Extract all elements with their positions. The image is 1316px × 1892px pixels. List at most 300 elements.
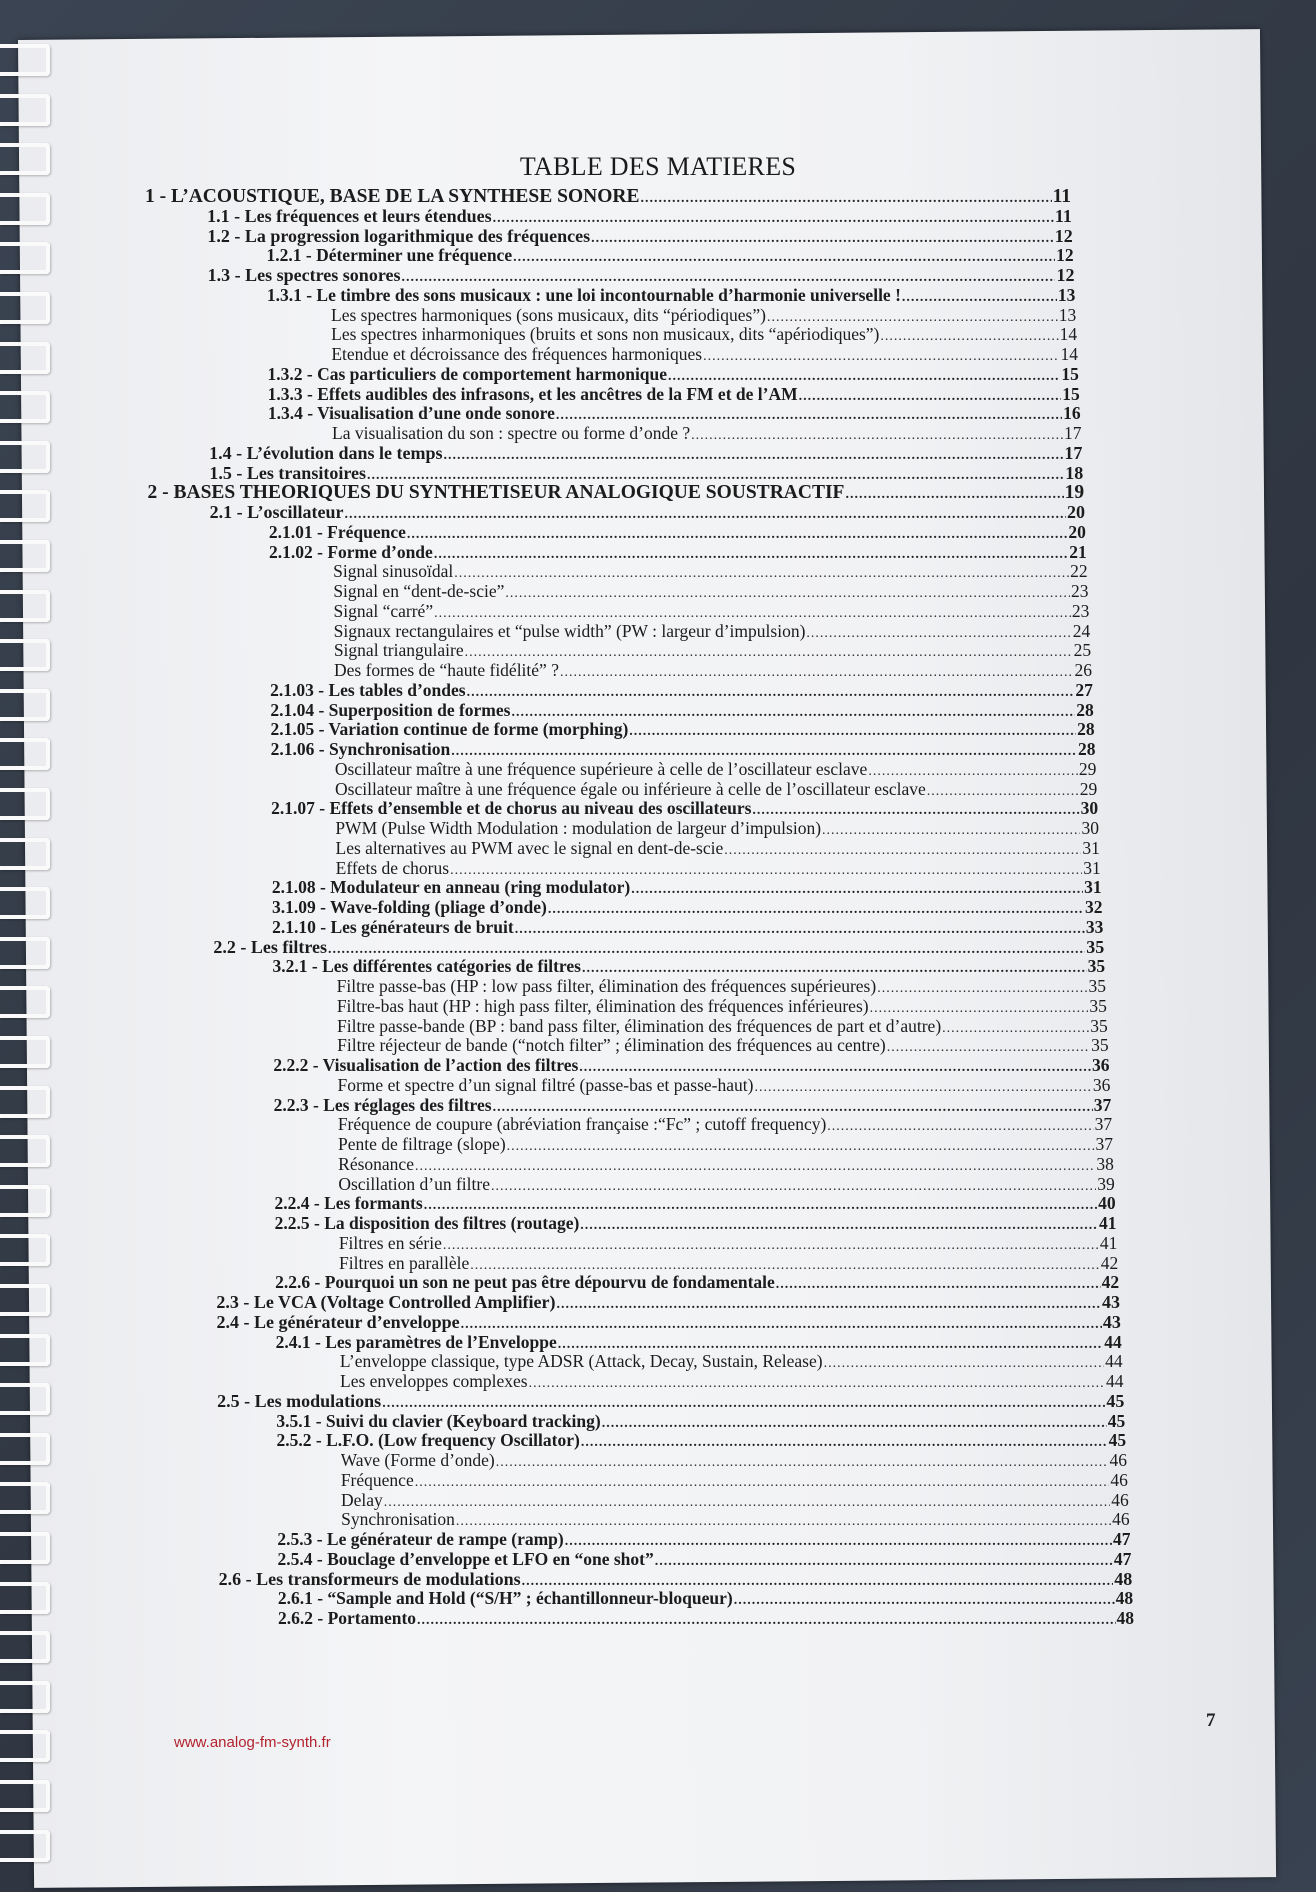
toc-leader-dots <box>424 1198 1097 1214</box>
binding-ring <box>0 1780 50 1812</box>
toc-entry[interactable] <box>338 1154 1114 1175</box>
toc-leader-dots <box>415 1475 1110 1491</box>
toc-entry[interactable] <box>276 1332 1122 1353</box>
toc-entry-page: 35 <box>1089 995 1107 1016</box>
toc-entry-title: Les alternatives au PWM avec le signal en dent-de-scie <box>335 837 724 858</box>
toc-entry-page: 46 <box>1111 1489 1129 1510</box>
toc-leader-dots <box>407 527 1067 543</box>
binding-ring <box>0 1730 50 1762</box>
toc-entry-title: Effets de chorus <box>335 857 450 878</box>
toc-entry[interactable] <box>208 265 1075 286</box>
toc-entry[interactable] <box>271 719 1095 740</box>
toc-leader-dots <box>451 744 1077 760</box>
toc-entry-page: 14 <box>1059 324 1078 345</box>
toc-entry-title: Les spectres harmoniques (sons musicaux, dits “périodiques”) <box>331 304 766 325</box>
toc-entry[interactable] <box>217 1312 1121 1333</box>
toc-entry-page: 35 <box>1086 936 1105 957</box>
toc-leader-dots <box>496 1455 1109 1471</box>
toc-entry-page: 46 <box>1109 1450 1127 1470</box>
footer-url[interactable]: www.analog-fm-synth.fr <box>174 1734 331 1751</box>
toc-entry-title: PWM (Pulse Width Modulation : modulation de largeur d’impulsion) <box>335 818 822 838</box>
toc-entry-page: 12 <box>1056 265 1075 285</box>
toc-entry-page: 41 <box>1098 1213 1117 1233</box>
toc-entry-title: Oscillateur maître à une fréquence égale ou inférieure à celle de l’oscillateur esclave <box>335 778 926 799</box>
toc-entry-title: 2.6 - Les transformeurs de modulations <box>218 1568 521 1589</box>
toc-entry[interactable] <box>275 1272 1119 1293</box>
toc-entry-page: 48 <box>1114 1568 1133 1589</box>
toc-entry[interactable] <box>210 502 1085 523</box>
toc-entry-title: 1.3 - Les spectres sonores <box>207 265 401 285</box>
toc-entry-title: 2.2.3 - Les réglages des filtres <box>273 1094 492 1115</box>
toc-entry-title: Filtre passe-bas (HP : low pass filter, élimination des fréquences supérieures) <box>336 976 877 996</box>
toc-leader-dots <box>799 389 1062 405</box>
toc-entry[interactable] <box>334 660 1092 681</box>
toc-entry-page: 41 <box>1099 1232 1118 1253</box>
toc-entry-page: 44 <box>1106 1371 1124 1391</box>
toc-entry-title: 2.6.1 - “Sample and Hold (“S/H” ; échantillonneur-bloqueur) <box>277 1588 733 1609</box>
binding-ring <box>0 1284 50 1316</box>
toc-entry-page: 40 <box>1098 1193 1116 1214</box>
toc-entry[interactable] <box>333 581 1088 602</box>
toc-leader-dots <box>880 329 1058 345</box>
toc-leader-dots <box>450 863 1082 879</box>
toc-leader-dots <box>548 902 1084 918</box>
toc-leader-dots <box>344 507 1066 523</box>
binding-ring <box>0 1135 50 1167</box>
toc-leader-dots <box>887 1040 1090 1056</box>
toc-entry[interactable] <box>341 1470 1128 1491</box>
toc-entry-page: 22 <box>1070 561 1088 582</box>
toc-entry-title: 1.1 - Les fréquences et leurs étendues <box>207 205 492 226</box>
toc-entry-page: 27 <box>1075 679 1093 700</box>
toc-entry[interactable] <box>276 1411 1125 1432</box>
toc-entry[interactable] <box>209 463 1083 484</box>
binding-ring <box>0 1234 50 1266</box>
toc-entry[interactable] <box>339 1233 1118 1254</box>
toc-entry-page: 30 <box>1081 818 1099 838</box>
toc-leader-dots <box>415 1159 1095 1175</box>
toc-entry-title: 1.2.1 - Déterminer une fréquence <box>266 245 513 266</box>
toc-leader-dots <box>434 547 1068 563</box>
toc-entry-page: 16 <box>1063 403 1081 424</box>
toc-entry-title: 1.3.3 - Effets audibles des infrasons, et les ancêtres de la FM et de l’AM <box>267 383 798 404</box>
toc-entry-page: 24 <box>1072 620 1091 641</box>
toc-entry-page: 28 <box>1076 699 1094 720</box>
toc-entry-page: 37 <box>1093 1094 1112 1115</box>
toc-entry-title: 2.4 - Le générateur d’enveloppe <box>216 1311 460 1332</box>
toc-entry-page: 37 <box>1095 1134 1113 1154</box>
toc-entry-title: Signal triangulaire <box>333 640 464 661</box>
toc-entry[interactable] <box>213 937 1104 958</box>
toc-entry[interactable] <box>337 976 1106 997</box>
binding-ring <box>0 1482 50 1514</box>
toc-entry[interactable] <box>339 1253 1118 1274</box>
toc-entry[interactable] <box>278 1608 1134 1629</box>
toc-leader-dots <box>491 1179 1096 1195</box>
toc-leader-dots <box>822 823 1080 839</box>
toc-entry-page: 11 <box>1052 186 1071 207</box>
toc-entry-page: 45 <box>1107 1410 1126 1431</box>
toc-entry-title: 1.5 - Les transitoires <box>209 462 366 483</box>
toc-entry-page: 25 <box>1073 640 1092 661</box>
toc-entry-title: 2.1.02 - Forme d’onde <box>269 541 433 562</box>
toc-entry[interactable] <box>268 384 1080 405</box>
toc-entry[interactable] <box>278 1549 1132 1570</box>
toc-leader-dots <box>560 665 1074 681</box>
toc-entry[interactable] <box>275 1193 1116 1214</box>
toc-leader-dots <box>507 1139 1095 1155</box>
toc-leader-dots <box>870 1001 1089 1017</box>
toc-leader-dots <box>734 1593 1115 1609</box>
toc-entry-page: 44 <box>1104 1331 1122 1352</box>
toc-entry[interactable] <box>148 482 1085 504</box>
toc-entry-title: 2.6.2 - Portamento <box>278 1608 417 1628</box>
binding-ring <box>0 887 50 919</box>
toc-entry[interactable] <box>337 996 1107 1017</box>
binding-ring <box>0 838 50 870</box>
toc-entry[interactable] <box>336 838 1100 859</box>
toc-entry-title: 2.1.03 - Les tables d’ondes <box>270 679 466 700</box>
binding-ring <box>0 441 50 473</box>
toc-entry-page: 45 <box>1108 1430 1127 1451</box>
toc-leader-dots <box>579 1060 1091 1076</box>
toc-entry-title: 2.5.3 - Le générateur de rampe (ramp) <box>277 1529 564 1549</box>
toc-entry-title: 1.3.4 - Visualisation d’une onde sonore <box>267 403 555 424</box>
toc-entry[interactable] <box>271 798 1098 819</box>
toc-entry[interactable] <box>331 305 1076 326</box>
toc-entry[interactable] <box>341 1490 1129 1511</box>
toc-entry-title: Signaux rectangulaires et “pulse width” (PW : largeur d’impulsion) <box>333 620 806 641</box>
toc-leader-dots <box>529 1376 1105 1392</box>
toc-entry-page: 11 <box>1054 205 1072 226</box>
toc-leader-dots <box>556 1297 1101 1313</box>
toc-leader-dots <box>655 1554 1113 1570</box>
toc-entry-page: 47 <box>1113 1548 1132 1569</box>
toc-entry[interactable] <box>273 956 1106 977</box>
toc-leader-dots <box>467 685 1075 701</box>
toc-entry-page: 48 <box>1116 1608 1134 1628</box>
toc-leader-dots <box>522 1574 1114 1590</box>
toc-entry-page: 42 <box>1101 1272 1120 1293</box>
toc-entry-page: 35 <box>1087 956 1106 977</box>
toc-leader-dots <box>806 626 1071 642</box>
toc-entry[interactable] <box>336 858 1101 879</box>
binding-ring <box>0 342 50 374</box>
toc-entry-page: 23 <box>1071 600 1090 621</box>
toc-entry[interactable] <box>269 522 1086 543</box>
toc-entry[interactable] <box>272 897 1103 918</box>
toc-entry[interactable] <box>340 1351 1123 1372</box>
toc-entry-title: 1.3.2 - Cas particuliers de comportement harmonique <box>267 363 668 384</box>
toc-leader-dots <box>558 1337 1103 1353</box>
toc-entry-page: 43 <box>1101 1292 1120 1312</box>
toc-entry[interactable] <box>267 245 1074 266</box>
toc-leader-dots <box>401 270 1055 286</box>
binding-ring <box>0 1185 50 1217</box>
toc-leader-dots <box>470 1258 1100 1274</box>
toc-entry[interactable] <box>272 917 1103 938</box>
toc-entry[interactable] <box>274 1095 1112 1116</box>
toc-entry[interactable] <box>331 344 1078 365</box>
toc-entry-title: Oscillation d’un filtre <box>338 1173 490 1194</box>
toc-entry-title: Fréquence de coupure (abréviation française :“Fc” ; cutoff frequency) <box>337 1114 827 1135</box>
toc-entry[interactable] <box>338 1134 1113 1155</box>
toc-entry[interactable] <box>277 1529 1130 1550</box>
toc-leader-dots <box>511 705 1075 721</box>
binding-ring <box>0 1086 50 1118</box>
toc-entry[interactable] <box>145 186 1071 208</box>
toc-entry-title: 3.5.1 - Suivi du clavier (Keyboard tracking) <box>276 1410 601 1431</box>
toc-leader-dots <box>505 586 1070 602</box>
toc-entry-title: 2.2.5 - La disposition des filtres (routage) <box>274 1213 580 1233</box>
toc-entry-title: 3.2.1 - Les différentes catégories de filtres <box>272 956 581 977</box>
toc-entry-title: Résonance <box>338 1153 414 1174</box>
toc-leader-dots <box>724 843 1081 859</box>
binding-ring <box>0 986 50 1018</box>
toc-entry-page: 48 <box>1115 1588 1134 1609</box>
toc-entry-page: 36 <box>1092 1074 1111 1095</box>
toc-leader-dots <box>515 922 1085 938</box>
toc-entry-page: 12 <box>1056 245 1074 266</box>
toc-entry-page: 13 <box>1057 284 1076 305</box>
binding-ring <box>0 1036 50 1068</box>
toc-leader-dots <box>767 310 1058 326</box>
toc-entry-page: 45 <box>1106 1390 1125 1411</box>
toc-entry-page: 35 <box>1090 1015 1108 1036</box>
toc-entry-page: 38 <box>1096 1153 1114 1174</box>
toc-entry-title: Fréquence <box>340 1469 414 1490</box>
toc-entry-page: 31 <box>1084 877 1102 898</box>
spiral-binding <box>0 0 60 1892</box>
binding-ring <box>0 1433 50 1465</box>
toc-entry[interactable] <box>268 364 1079 385</box>
toc-entry[interactable] <box>338 1174 1114 1195</box>
toc-leader-dots <box>328 942 1085 958</box>
toc-entry[interactable] <box>338 1075 1111 1096</box>
toc-entry[interactable] <box>334 601 1090 622</box>
toc-leader-dots <box>927 784 1079 800</box>
binding-ring <box>0 193 50 225</box>
toc-entry[interactable] <box>275 1213 1117 1234</box>
toc-entry[interactable] <box>334 621 1091 642</box>
binding-ring <box>0 937 50 969</box>
toc-entry[interactable] <box>270 700 1093 721</box>
toc-entry-title: 2.2 - Les filtres <box>213 936 327 957</box>
toc-entry-page: 12 <box>1054 225 1073 246</box>
binding-ring <box>0 1334 50 1366</box>
toc-leader-dots <box>868 764 1078 780</box>
toc-leader-dots <box>454 566 1069 582</box>
toc-entry[interactable] <box>335 818 1099 839</box>
binding-ring <box>0 1383 50 1415</box>
toc-leader-dots <box>417 1613 1115 1629</box>
toc-entry-title: Etendue et décroissance des fréquences harmoniques <box>331 344 703 364</box>
toc-leader-dots <box>824 1356 1105 1372</box>
toc-entry-title: 1.4 - L’évolution dans le temps <box>209 442 443 463</box>
toc-entry[interactable] <box>216 1292 1120 1313</box>
toc-entry[interactable] <box>207 206 1072 227</box>
toc-leader-dots <box>443 1238 1099 1254</box>
toc-entry-title: Synchronisation <box>341 1509 455 1530</box>
toc-leader-dots <box>384 1495 1110 1511</box>
toc-leader-dots <box>456 1514 1111 1530</box>
toc-leader-dots <box>444 448 1064 464</box>
toc-entry-page: 35 <box>1088 976 1106 996</box>
toc-entry-title: L’enveloppe classique, type ADSR (Attack, Decay, Sustain, Release) <box>339 1351 823 1372</box>
toc-entry-title: Oscillateur maître à une fréquence supérieure à celle de l’oscillateur esclave <box>334 758 868 779</box>
binding-ring <box>0 1681 50 1713</box>
toc-entry-page: 31 <box>1082 837 1100 858</box>
toc-entry-page: 26 <box>1074 660 1092 680</box>
toc-entry[interactable] <box>334 640 1091 661</box>
toc-entry[interactable] <box>209 443 1082 464</box>
toc-entry-title: 2 - BASES THEORIQUES DU SYNTHETISEUR ANALOGIQUE SOUSTRACTIF <box>147 482 845 504</box>
toc-leader-dots <box>752 803 1079 819</box>
toc-leader-dots <box>629 724 1076 740</box>
toc-entry-title: Les spectres inharmoniques (bruits et sons non musicaux, dits “apériodiques”) <box>331 324 880 345</box>
toc-leader-dots <box>581 1435 1108 1451</box>
toc-leader-dots <box>902 290 1057 306</box>
toc-entry[interactable] <box>219 1569 1133 1590</box>
toc-entry-page: 13 <box>1058 304 1077 325</box>
toc-entry[interactable] <box>337 1016 1108 1037</box>
toc-entry-page: 17 <box>1064 423 1082 443</box>
toc-entry[interactable] <box>333 561 1087 582</box>
toc-entry[interactable] <box>207 226 1072 247</box>
toc-entry-title: 2.2.6 - Pourquoi un son ne peut pas être dépourvu de fondamentale <box>275 1272 775 1293</box>
toc-entry[interactable] <box>341 1450 1127 1471</box>
toc-entry-title: Signal sinusoïdal <box>333 561 454 582</box>
toc-entry[interactable] <box>338 1114 1112 1135</box>
toc-entry-page: 17 <box>1064 442 1083 463</box>
toc-entry[interactable] <box>273 1055 1109 1076</box>
toc-entry-title: Wave (Forme d’onde) <box>340 1450 495 1470</box>
binding-ring <box>0 391 50 423</box>
toc-entry[interactable] <box>272 877 1102 898</box>
toc-entry[interactable] <box>332 423 1082 444</box>
binding-ring <box>0 590 50 622</box>
toc-entry-page: 46 <box>1110 1469 1128 1490</box>
toc-entry-page: 23 <box>1070 581 1089 601</box>
binding-ring <box>0 1532 50 1564</box>
toc-entry-page: 44 <box>1105 1351 1123 1372</box>
toc-leader-dots <box>556 408 1062 424</box>
toc-entry-page: 46 <box>1112 1509 1130 1530</box>
toc-leader-dots <box>591 231 1054 247</box>
toc-entry-title: 1.3.1 - Le timbre des sons musicaux : une loi incontournable d’harmonie universelle ! <box>266 284 901 305</box>
toc-entry-title: 2.1.05 - Variation continue de forme (morphing) <box>270 719 629 740</box>
toc-leader-dots <box>434 606 1071 622</box>
binding-ring <box>0 540 50 572</box>
toc-entry[interactable] <box>341 1509 1129 1530</box>
toc-entry[interactable] <box>278 1588 1133 1609</box>
toc-entry-title: 1 - L’ACOUSTIQUE, BASE DE LA SYNTHESE SONORE <box>145 186 640 207</box>
toc-entry[interactable] <box>217 1391 1124 1412</box>
toc-entry-page: 35 <box>1091 1035 1109 1056</box>
toc-entry-page: 42 <box>1100 1252 1119 1273</box>
toc-entry-title: Filtres en série <box>338 1232 442 1253</box>
toc-entry-title: Pente de filtrage (slope) <box>338 1134 506 1154</box>
toc-leader-dots <box>465 645 1073 661</box>
toc-entry[interactable] <box>267 285 1076 306</box>
toc-entry[interactable] <box>277 1430 1127 1451</box>
toc-entry[interactable] <box>268 403 1081 424</box>
toc-entry-page: 32 <box>1085 897 1103 917</box>
toc-entry-page: 37 <box>1094 1114 1113 1135</box>
toc-entry-page: 28 <box>1077 739 1096 759</box>
toc-entry-page: 47 <box>1112 1529 1131 1549</box>
toc-entry-page: 14 <box>1060 344 1078 364</box>
binding-ring <box>0 639 50 671</box>
toc-leader-dots <box>641 191 1052 207</box>
toc-entry-page: 29 <box>1078 758 1097 779</box>
toc-entry-title: 2.1.04 - Superposition de formes <box>270 699 511 720</box>
toc-leader-dots <box>493 211 1054 227</box>
toc-entry[interactable] <box>335 779 1097 800</box>
binding-ring <box>0 1631 50 1663</box>
toc-entry-title: Forme et spectre d’un signal filtré (passe-bas et passe-haut) <box>337 1074 754 1095</box>
toc-entry-title: La visualisation du son : spectre ou forme d’onde ? <box>332 423 691 443</box>
toc-leader-dots <box>382 1396 1105 1412</box>
toc-entry-title: Filtres en parallèle <box>339 1252 470 1273</box>
toc-entry[interactable] <box>269 542 1087 563</box>
toc-entry-page: 20 <box>1068 521 1086 542</box>
binding-ring <box>0 738 50 770</box>
toc-entry[interactable] <box>335 759 1097 780</box>
toc-entry-page: 43 <box>1102 1311 1121 1332</box>
toc-leader-dots <box>845 487 1063 503</box>
toc-entry-page: 29 <box>1079 778 1098 799</box>
toc-entry[interactable] <box>340 1371 1124 1392</box>
toc-leader-dots <box>631 882 1083 898</box>
toc-entry-title: 2.1 - L’oscillateur <box>209 502 344 522</box>
toc-leader-dots <box>602 1416 1107 1432</box>
toc-leader-dots <box>877 981 1087 997</box>
toc-entry[interactable] <box>271 739 1096 760</box>
toc-entry-page: 19 <box>1064 482 1085 504</box>
toc-entry-title: Les enveloppes complexes <box>340 1371 528 1391</box>
toc-entry[interactable] <box>270 680 1093 701</box>
toc-entry-title: Filtre passe-bande (BP : band pass filter, élimination des fréquences de part et d’autre) <box>337 1015 942 1036</box>
toc-entry-page: 18 <box>1065 462 1084 483</box>
binding-ring <box>0 44 50 76</box>
toc-entry[interactable] <box>331 324 1077 345</box>
toc-entry-title: Delay <box>341 1489 383 1510</box>
page-number: 7 <box>1206 1710 1216 1731</box>
toc-entry-title: Filtre-bas haut (HP : high pass filter, élimination des fréquences inférieures) <box>336 995 869 1016</box>
toc-entry[interactable] <box>337 1035 1108 1056</box>
toc-entry-page: 36 <box>1091 1055 1110 1075</box>
binding-ring <box>0 788 50 820</box>
toc-leader-dots <box>827 1119 1093 1135</box>
toc-entry-title: 2.1.10 - Les générateurs de bruit <box>272 916 514 937</box>
binding-ring <box>0 1830 50 1862</box>
toc-entry-page: 39 <box>1097 1173 1115 1194</box>
toc-entry-title: Signal en “dent-de-scie” <box>333 581 505 601</box>
toc-entry-title: 2.1.08 - Modulateur en anneau (ring modulator) <box>271 877 631 898</box>
toc-entry-page: 15 <box>1062 383 1080 404</box>
toc-entry-page: 28 <box>1077 719 1095 740</box>
toc-leader-dots <box>513 250 1055 266</box>
binding-ring <box>0 94 50 126</box>
binding-ring <box>0 242 50 274</box>
toc-leader-dots <box>580 1218 1098 1234</box>
toc-entry-page: 31 <box>1083 857 1101 878</box>
toc-entry-page: 30 <box>1080 798 1099 819</box>
toc-leader-dots <box>668 369 1060 385</box>
toc-leader-dots <box>461 1317 1102 1333</box>
toc-entry-title: 2.5.2 - L.F.O. (Low frequency Oscillator) <box>276 1430 580 1451</box>
